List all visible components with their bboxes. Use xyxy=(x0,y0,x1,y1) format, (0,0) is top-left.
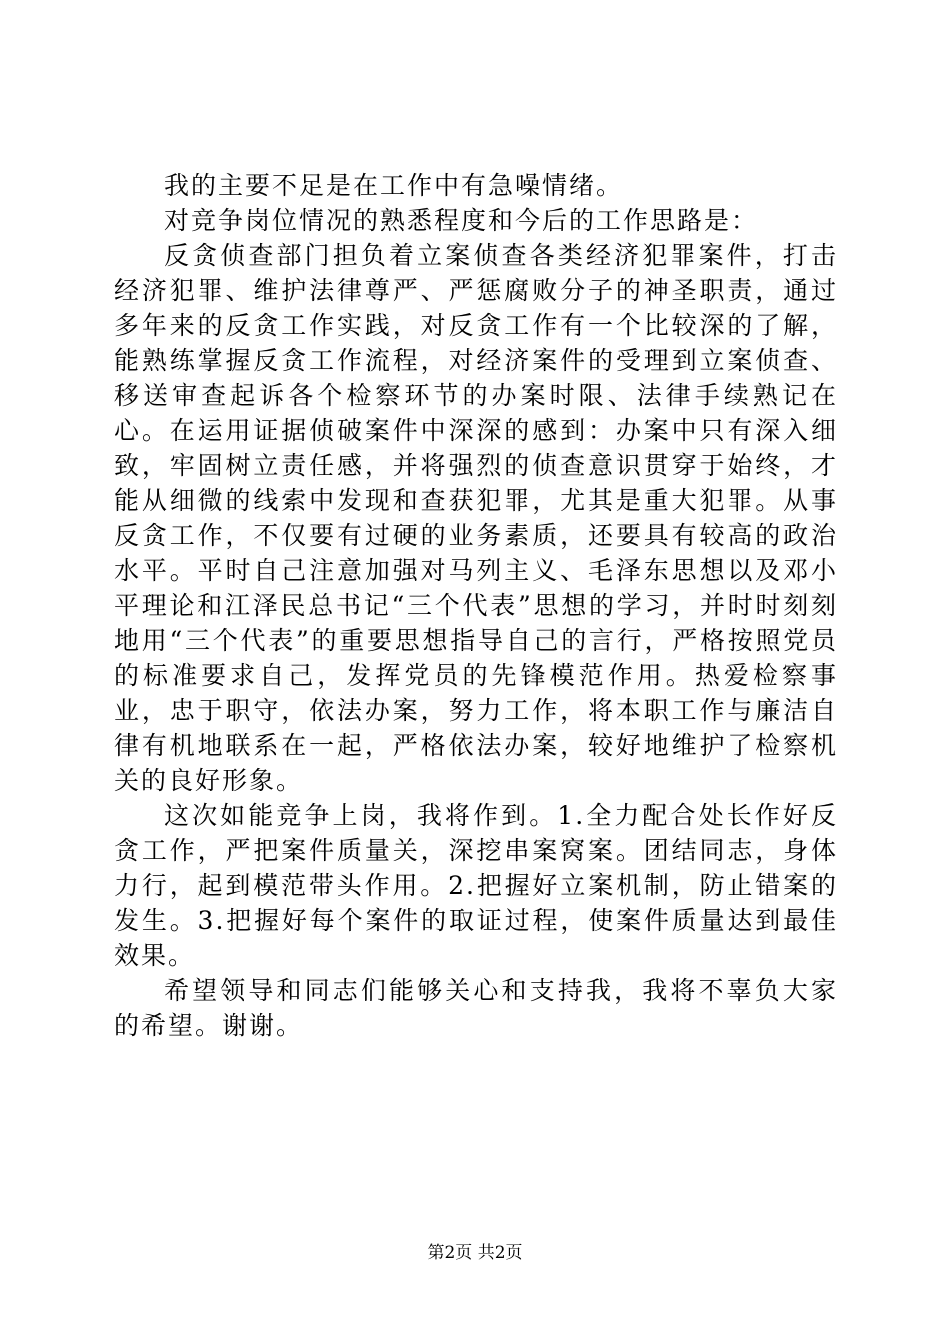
paragraph-closing: 希望领导和同志们能够关心和支持我，我将不辜负大家的希望。谢谢。 xyxy=(114,976,838,1040)
paragraph-shortcoming: 我的主要不足是在工作中有急噪情绪。 xyxy=(164,171,624,200)
paragraph-plans: 这次如能竞争上岗，我将作到。1.全力配合处长作好反贪工作，严把案件质量关，深挖串案窝案。团结同志，身体力行，起到模范带头作用。2.把握好立案机制，防止错案的发生。3.把握好每个案件的取证过程，使案件质量达到最佳效果。 xyxy=(114,801,838,970)
document-body xyxy=(114,168,838,1043)
page-number-footer: 第2页 共2页 xyxy=(427,1243,523,1263)
paragraph-intro: 对竞争岗位情况的熟悉程度和今后的工作思路是： xyxy=(164,206,759,235)
paragraph-experience: 反贪侦查部门担负着立案侦查各类经济犯罪案件，打击经济犯罪、维护法律尊严、严惩腐败分子的神圣职责，通过多年来的反贪工作实践，对反贪工作有一个比较深的了解，能熟练掌握反贪工作流程，对经济案件的受理到立案侦查、移送审查起诉各个检察环节的办案时限、法律手续熟记在心。在运用证据侦破案件中深深的感到：办案中只有深入细致，牢固树立责任感，并将强烈的侦查意识贯穿于始终，才能从细微的线索中发现和查获犯罪，尤其是重大犯罪。从事反贪工作，不仅要有过硬的业务素质，还要具有较高的政治水平。平时自己注意加强对马列主义、毛泽东思想以及邓小平理论和江泽民总书记“三个代表”思想的学习，并时时刻刻地用“三个代表”的重要思想指导自己的言行，严格按照党员的标准要求自己，发挥党员的先锋模范作用。热爱检察事业，忠于职守，依法办案，努力工作，将本职工作与廉洁自律有机地联系在一起，严格依法办案，较好地维护了检察机关的良好形象。 xyxy=(114,241,838,795)
